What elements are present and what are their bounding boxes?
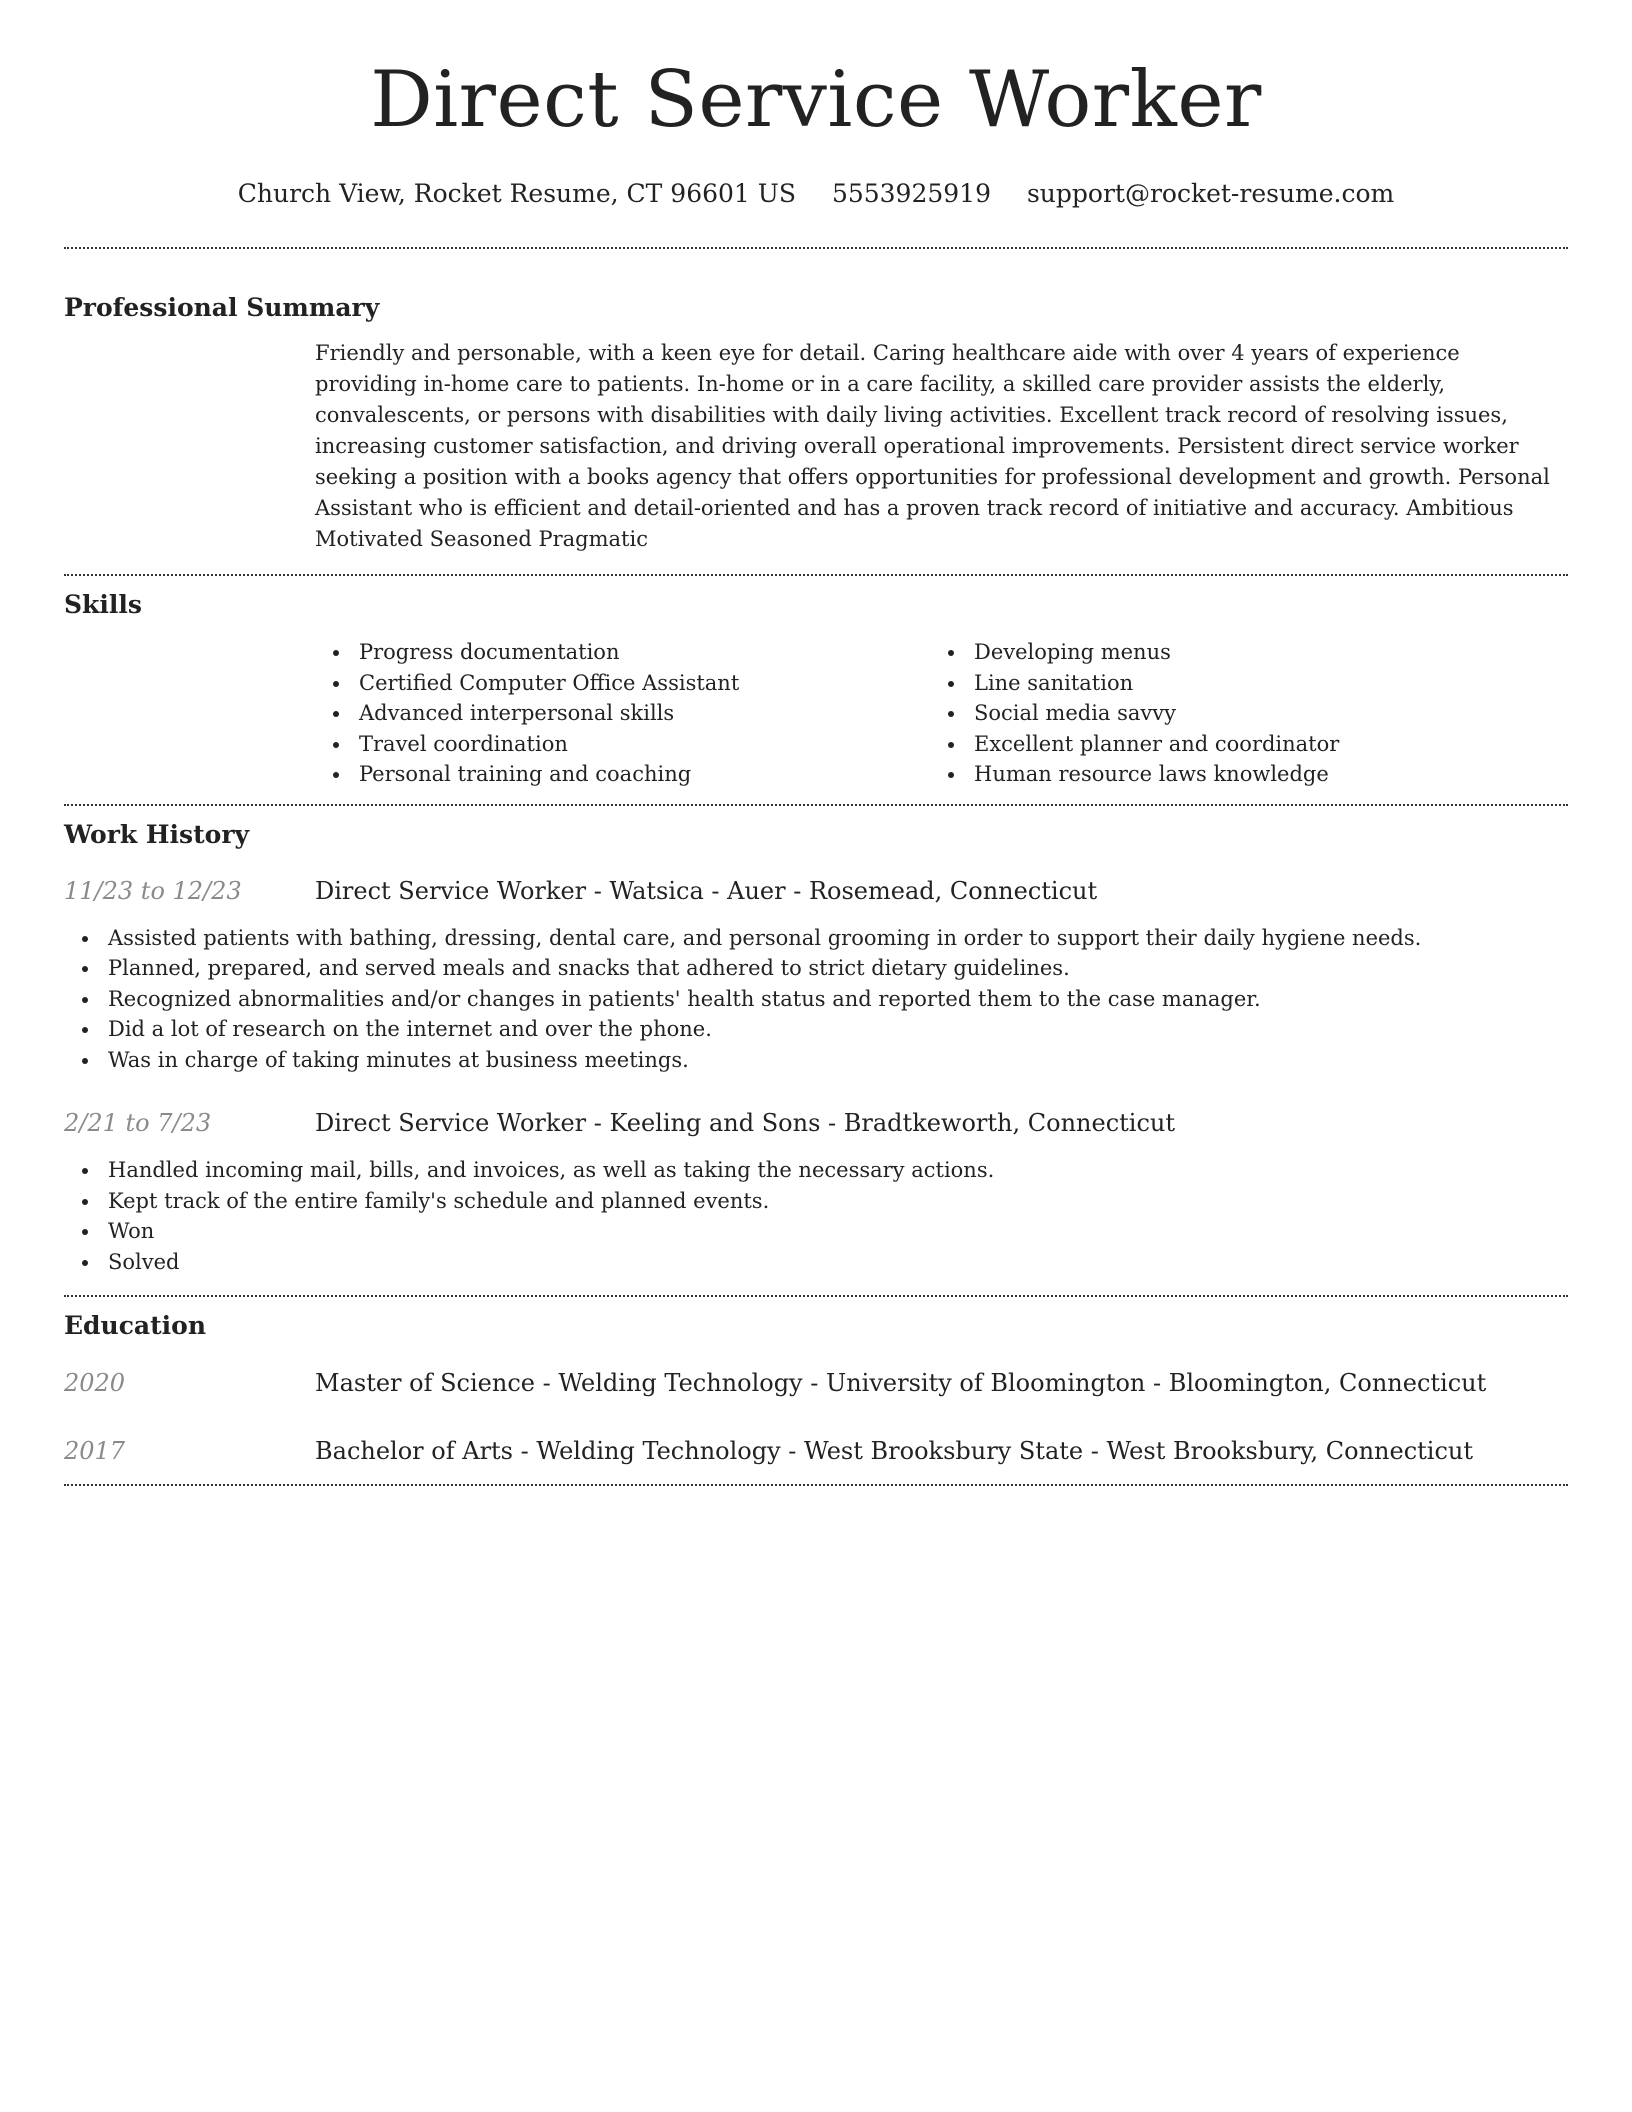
job-entry	[64, 1107, 1568, 1139]
skill-item: Developing menus	[930, 637, 1545, 668]
job-bullet: Solved	[64, 1247, 1568, 1278]
summary-heading: Professional Summary	[64, 293, 380, 322]
candidate-name: Direct Service Worker	[370, 55, 1262, 145]
job-bullet: Kept track of the entire family's schedule and planned events.	[64, 1186, 1568, 1217]
skill-item: Progress documentation	[315, 637, 930, 668]
education-entry	[64, 1435, 1568, 1467]
job-bullet: Handled incoming mail, bills, and invoices, as well as taking the necessary actions.	[64, 1155, 1568, 1186]
skill-item: Human resource laws knowledge	[930, 759, 1545, 790]
education-section	[64, 1297, 1568, 1467]
summary-section	[64, 249, 1568, 555]
job-dates: 2/21 to 7/23	[64, 1109, 212, 1137]
divider	[64, 1484, 1568, 1486]
job-bullets	[64, 923, 1568, 1076]
education-heading-line: Master of Science - Welding Technology - University of Bloomington - Bloomington, Connecticut	[315, 1369, 1487, 1397]
education-heading-line: Bachelor of Arts - Welding Technology - West Brooksbury State - West Brooksbury, Connecticut	[315, 1437, 1473, 1465]
education-year: 2020	[64, 1369, 126, 1397]
skill-item: Travel coordination	[315, 729, 930, 760]
job-bullet: Recognized abnormalities and/or changes in patients' health status and reported them to the case manager.	[64, 984, 1568, 1015]
skill-item: Excellent planner and coordinator	[930, 729, 1545, 760]
job-heading: Direct Service Worker - Watsica - Auer - Rosemead, Connecticut	[315, 876, 1098, 905]
skill-item: Personal training and coaching	[315, 759, 930, 790]
skills-column-right	[930, 637, 1545, 790]
contact-address: Church View, Rocket Resume, CT 96601 US	[237, 179, 796, 208]
job-dates: 11/23 to 12/23	[64, 876, 242, 905]
job-bullets	[64, 1155, 1568, 1277]
job-entry	[64, 875, 1568, 907]
education-year: 2017	[64, 1437, 126, 1465]
skills-grid	[315, 637, 1568, 790]
job-bullet: Planned, prepared, and served meals and snacks that adhered to strict dietary guidelines.	[64, 953, 1568, 984]
contact-line	[64, 178, 1568, 210]
summary-text: Friendly and personable, with a keen eye for detail. Caring healthcare aide with over 4 years of experience providing in-home care to patients. In-home or in a care facility, a skilled care provider assists the elderly, convalescents, or persons with disabilities with daily living activities. Excellent track record of resolving issues, increasing customer satisfaction, and driving overall operational improvements. Persistent direct service worker seeking a position with a books agency that offers opportunities for professional development and growth. Personal Assistant who is efficient and detail-oriented and has a proven track record of initiative and accuracy. Ambitious Motivated Seasoned Pragmatic	[315, 341, 1550, 551]
job-bullet: Assisted patients with bathing, dressing, dental care, and personal grooming in order to support their daily hygiene needs.	[64, 923, 1568, 954]
skill-item: Social media savvy	[930, 698, 1545, 729]
skill-item: Advanced interpersonal skills	[315, 698, 930, 729]
education-heading: Education	[64, 1311, 207, 1340]
skills-column-left	[315, 637, 930, 790]
job-bullet: Was in charge of taking minutes at business meetings.	[64, 1045, 1568, 1076]
contact-email: support@rocket-resume.com	[1026, 179, 1395, 208]
skill-item: Certified Computer Office Assistant	[315, 668, 930, 699]
education-entry	[64, 1367, 1568, 1399]
job-bullet: Won	[64, 1216, 1568, 1247]
work-heading: Work History	[64, 819, 250, 849]
skill-item: Line sanitation	[930, 668, 1545, 699]
skills-section	[64, 576, 1568, 790]
work-section	[64, 806, 1568, 1278]
job-bullet: Did a lot of research on the internet and over the phone.	[64, 1014, 1568, 1045]
job-heading: Direct Service Worker - Keeling and Sons - Bradtkeworth, Connecticut	[315, 1109, 1175, 1137]
contact-phone: 5553925919	[831, 179, 991, 208]
skills-heading: Skills	[64, 590, 142, 619]
